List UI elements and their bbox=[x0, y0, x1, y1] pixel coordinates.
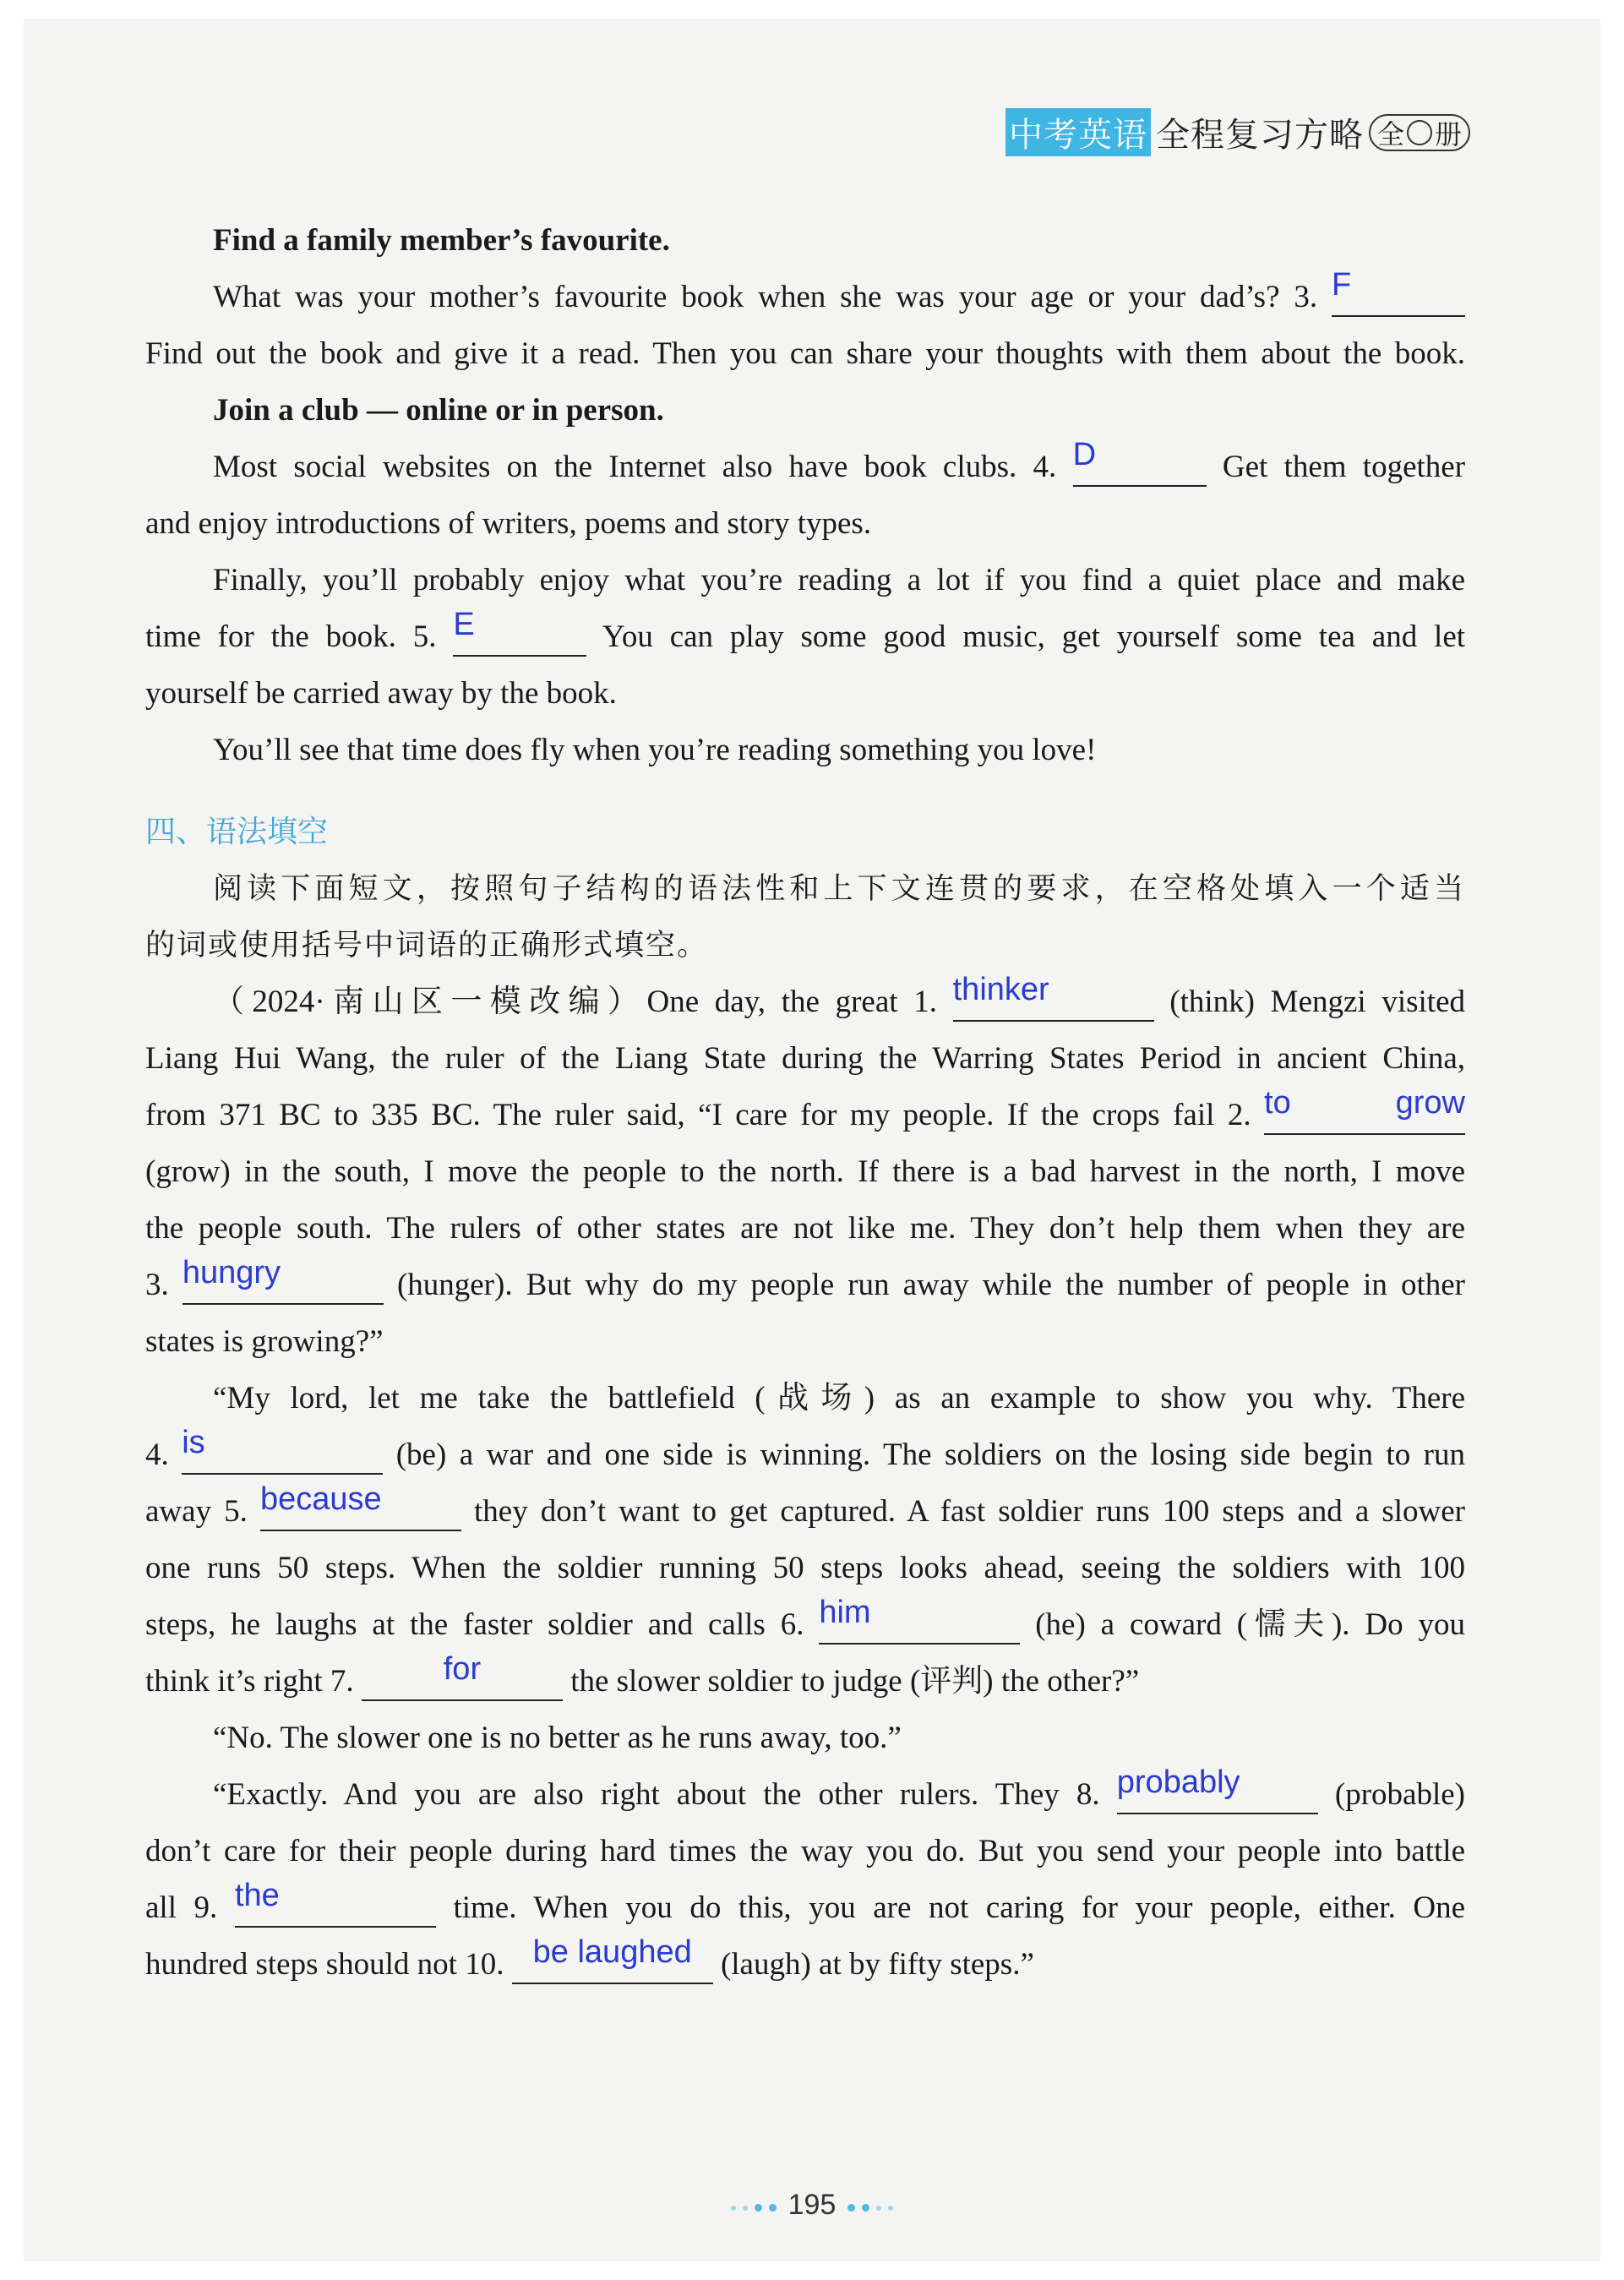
answer-blank-10 bbox=[512, 1934, 713, 1984]
page-number: 195 bbox=[787, 2189, 837, 2221]
text: 4. bbox=[145, 1437, 169, 1472]
text: away 5. bbox=[145, 1494, 248, 1529]
text-line bbox=[145, 1481, 1465, 1537]
text: “Exactly. And you are also right about the other rulers. They 8. bbox=[213, 1777, 1100, 1812]
text-line bbox=[145, 267, 1465, 323]
text-line bbox=[145, 1085, 1466, 1141]
text-line: Find out the book and give it a read. Then you can share your thoughts with them about the book. bbox=[145, 336, 1465, 371]
heading-family: Find a family member’s favourite. bbox=[213, 223, 670, 258]
text: think it’s right 7. bbox=[145, 1664, 354, 1699]
text: hundred steps should not 10. bbox=[145, 1947, 504, 1982]
answer-5g: because bbox=[259, 1481, 382, 1517]
text: (probable) bbox=[1334, 1777, 1465, 1812]
header-highlight: 中考英语 bbox=[1005, 108, 1151, 156]
page-footer bbox=[0, 2189, 1624, 2223]
answer-blank-5 bbox=[453, 607, 586, 657]
text-line: Liang Hui Wang, the ruler of the Liang State during the Warring States Period in ancient China, bbox=[145, 1041, 1465, 1076]
answer-blank-4g bbox=[182, 1425, 383, 1475]
answer-blank-7 bbox=[362, 1651, 563, 1701]
text-line: yourself be carried away by the book. bbox=[145, 676, 617, 711]
text-line: and enjoy introductions of writers, poems and story types. bbox=[145, 506, 872, 541]
text-line: don’t care for their people during hard times the way you do. But you send your people into battle bbox=[145, 1834, 1465, 1868]
answer-4: D bbox=[1072, 437, 1097, 472]
dots-left-icon bbox=[728, 2190, 780, 2223]
text: (hunger). But why do my people run away while the number of people in other bbox=[396, 1268, 1465, 1302]
answer-blank-6 bbox=[819, 1595, 1020, 1645]
text-line bbox=[145, 972, 1466, 1028]
answer-5: E bbox=[453, 607, 475, 642]
answer-blank-4 bbox=[1072, 437, 1207, 487]
badge-right: 册 bbox=[1434, 118, 1462, 150]
answer-blank-9 bbox=[234, 1878, 436, 1928]
text-line bbox=[145, 1878, 1466, 1934]
text: （2024·南山区一模改编）One day, the great 1. bbox=[213, 985, 937, 1019]
text-line bbox=[145, 1425, 1465, 1481]
book-header bbox=[1005, 108, 1470, 156]
text: You can play some good music, get yourself some tea and let bbox=[602, 619, 1466, 654]
text: the slower soldier to judge (评判) the other?” bbox=[570, 1664, 1140, 1699]
text-line bbox=[145, 1651, 1465, 1707]
answer-blank-8 bbox=[1116, 1765, 1318, 1814]
badge-left: 全 bbox=[1376, 118, 1404, 150]
answer-3g: hungry bbox=[182, 1255, 281, 1290]
text: all 9. bbox=[145, 1890, 218, 1925]
text-line: “My lord, let me take the battlefield (战场) as an example to show you why. There bbox=[213, 1381, 1465, 1415]
text-line: (grow) in the south, I move the people to the north. If there is a bad harvest in the north, I move bbox=[145, 1154, 1465, 1189]
heading-club: Join a club — online or in person. bbox=[213, 393, 664, 428]
text-line: “No. The slower one is no better as he runs away, too.” bbox=[213, 1721, 902, 1755]
instruction-line: 的词或使用括号中词语的正确形式填空。 bbox=[145, 929, 709, 963]
answer-2: to grow bbox=[1264, 1085, 1466, 1121]
text-line bbox=[145, 1765, 1465, 1820]
answer-10: be laughed bbox=[532, 1934, 692, 1970]
answer-3: F bbox=[1332, 267, 1352, 303]
answer-blank-2 bbox=[1264, 1085, 1466, 1135]
answer-blank-5g bbox=[259, 1481, 461, 1531]
answer-blank-3 bbox=[1332, 267, 1465, 317]
answer-1: thinker bbox=[952, 972, 1049, 1007]
text: What was your mother’s favourite book when she was your age or your dad’s? 3. bbox=[213, 280, 1318, 314]
instruction-line: 阅读下面短文，按照句子结构的语法性和上下文连贯的要求，在空格处填入一个适当 bbox=[213, 872, 1465, 906]
text: steps, he laughs at the faster soldier and calls 6. bbox=[145, 1607, 804, 1642]
text-line: states is growing?” bbox=[145, 1324, 384, 1359]
answer-6: him bbox=[819, 1595, 871, 1630]
text: (be) a war and one side is winning. The soldiers on the losing side begin to run bbox=[395, 1437, 1465, 1472]
text-line bbox=[145, 437, 1466, 493]
text-line: You’ll see that time does fly when you’re reading something you love! bbox=[213, 733, 1097, 767]
volume-badge bbox=[1369, 114, 1470, 151]
text: Most social websites on the Internet also have book clubs. 4. bbox=[213, 450, 1057, 484]
answer-blank-1 bbox=[952, 972, 1154, 1022]
text-line bbox=[145, 607, 1466, 663]
text: time for the book. 5. bbox=[145, 619, 437, 654]
text: from 371 BC to 335 BC. The ruler said, “I care for my people. If the crops fail 2. bbox=[145, 1098, 1251, 1132]
text-line bbox=[145, 1595, 1466, 1650]
answer-8: probably bbox=[1116, 1765, 1240, 1800]
text-line bbox=[145, 1934, 1465, 1990]
answer-9: the bbox=[234, 1878, 280, 1913]
text: 3. bbox=[145, 1268, 169, 1302]
dots-right-icon bbox=[844, 2190, 896, 2223]
badge-circle-icon bbox=[1407, 120, 1432, 145]
text: (he) a coward (懦夫). Do you bbox=[1035, 1607, 1466, 1642]
text: Get them together bbox=[1222, 450, 1466, 484]
text-line: the people south. The rulers of other states are not like me. They don’t help them when they are bbox=[145, 1211, 1465, 1246]
text-line bbox=[145, 1255, 1465, 1311]
text-line: one runs 50 steps. When the soldier running 50 steps looks ahead, seeing the soldiers with 100 bbox=[145, 1551, 1465, 1585]
answer-blank-3g bbox=[182, 1255, 384, 1305]
header-title: 全程复习方略 bbox=[1155, 117, 1364, 154]
answer-7: for bbox=[443, 1651, 482, 1687]
text: (laugh) at by fifty steps.” bbox=[720, 1947, 1034, 1982]
answer-4g: is bbox=[182, 1425, 205, 1460]
text: they don’t want to get captured. A fast soldier runs 100 steps and a slower bbox=[474, 1494, 1465, 1529]
text-line: Finally, you’ll probably enjoy what you’re reading a lot if you find a quiet place and make bbox=[213, 563, 1465, 597]
text: (think) Mengzi visited bbox=[1169, 985, 1466, 1019]
text: time. When you do this, you are not caring for your people, either. One bbox=[453, 1890, 1466, 1925]
section-title: 四、语法填空 bbox=[145, 815, 329, 849]
